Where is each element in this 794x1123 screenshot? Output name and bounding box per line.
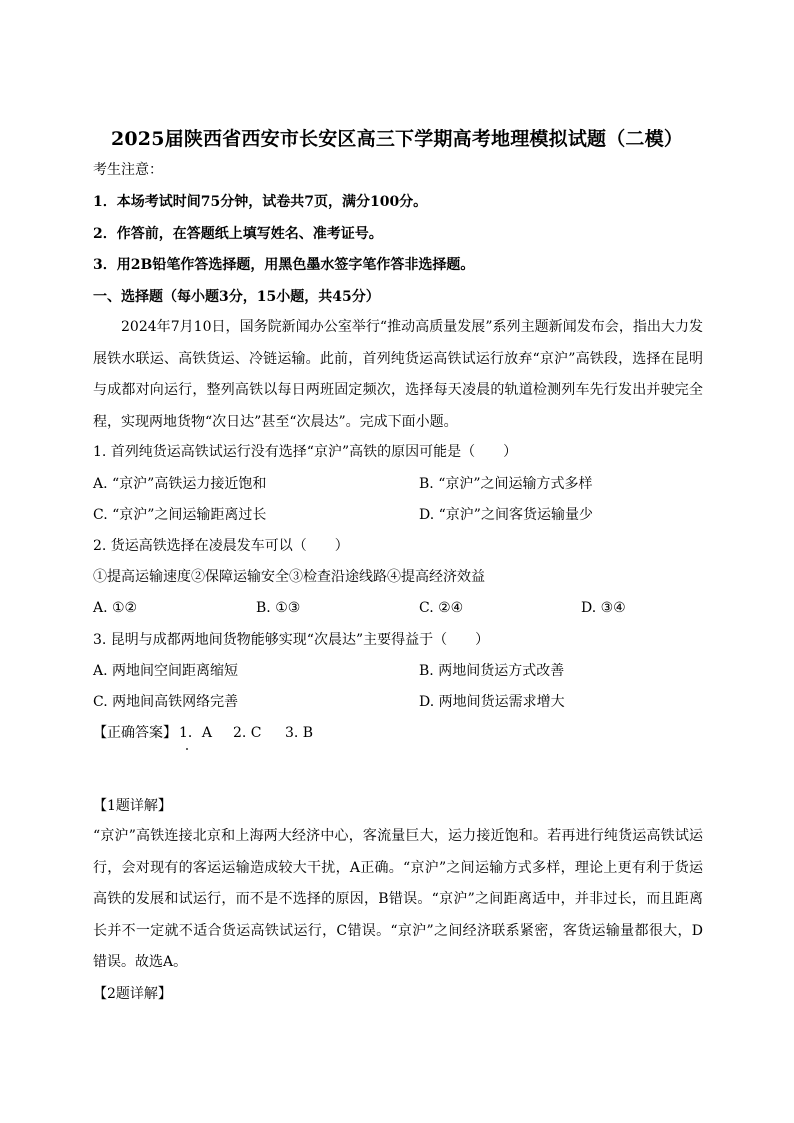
answer-label: 【正确答案】 — [93, 725, 177, 741]
page-title: 2025届陕西省西安市长安区高三下学期高考地理模拟试题（二模） — [110, 128, 684, 150]
question-2-option-d: D. ③④ — [581, 600, 626, 616]
question-1-option-a: A. “京沪”高铁运力接近饱和 — [93, 476, 267, 492]
question-1-option-c: C. “京沪”之间运输距离过长 — [93, 507, 267, 523]
notice-item-2: 2．作答前，在答题纸上填写姓名、准考证号。 — [93, 226, 383, 242]
detail-1-heading: 【1题详解】 — [93, 798, 172, 814]
answer-2: 2. C — [233, 725, 262, 741]
question-2-stem: 2. 货运高铁选择在凌晨发车可以（ ） — [93, 538, 349, 554]
detail-2-heading: 【2题详解】 — [93, 986, 172, 1002]
notice-item-1: 1．本场考试时间75分钟，试卷共7页，满分100分。 — [93, 194, 428, 210]
notice-heading: 考生注意： — [93, 162, 163, 178]
question-3-stem: 3. 昆明与成都两地间货物能够实现“次晨达”主要得益于（ ） — [93, 632, 490, 648]
question-3-option-b: B. 两地间货运方式改善 — [419, 663, 565, 679]
question-3-option-c: C. 两地间高铁网络完善 — [93, 694, 239, 710]
question-2-option-b: B. ①③ — [256, 600, 301, 616]
material-paragraph: 2024年7月10日，国务院新闻办公室举行“推动高质量发展”系列主题新闻发布会，指出大力发展铁水联运、高铁货运、冷链运输。此前，首列纯货运高铁试运行放弃“京沪”高铁段，选择在昆明与成都对向运行，整列高铁以每日两班固定频次，选择每天凌晨的轨道检测列车先行发出并驶完全程，实现两地货物“次日达”甚至“次晨达”。完成下面小题。 — [93, 319, 703, 430]
notice-item-3: 3．用2B铅笔作答选择题，用黑色墨水签字笔作答非选择题。 — [93, 257, 475, 273]
question-1-stem: 1. 首列纯货运高铁试运行没有选择“京沪”高铁的原因可能是（ ） — [93, 444, 518, 460]
section-heading: 一、选择题（每小题3分，15小题，共45分） — [93, 289, 380, 305]
question-3-option-d: D. 两地间货运需求增大 — [419, 694, 565, 710]
answer-1: 1．A — [179, 725, 213, 741]
answer-3: 3. B — [285, 725, 314, 741]
question-2-option-c: C. ②④ — [419, 600, 464, 616]
stray-dot-mark — [186, 748, 188, 750]
question-1-option-b: B. “京沪”之间运输方式多样 — [419, 476, 593, 492]
question-2-option-a: A. ①② — [93, 600, 138, 616]
detail-1-text: “京沪”高铁连接北京和上海两大经济中心，客流量巨大，运力接近饱和。若再进行纯货运高铁试运行，会对现有的客运运输造成较大干扰，A正确。“京沪”之间运输方式多样，理论上更有利于货运高铁的发展和试运行，而不是不选择的原因，B错误。“京沪”之间距离适中，并非过长，而且距离长并不一定就不适合货运高铁试运行，C错误。“京沪”之间经济联系紧密，客货运输量都很大，D错误。故选A。 — [93, 828, 703, 970]
question-1-option-d: D. “京沪”之间客货运输量少 — [419, 507, 593, 523]
question-2-statements: ①提高运输速度②保障运输安全③检查沿途线路④提高经济效益 — [93, 569, 485, 585]
question-3-option-a: A. 两地间空间距离缩短 — [93, 663, 239, 679]
